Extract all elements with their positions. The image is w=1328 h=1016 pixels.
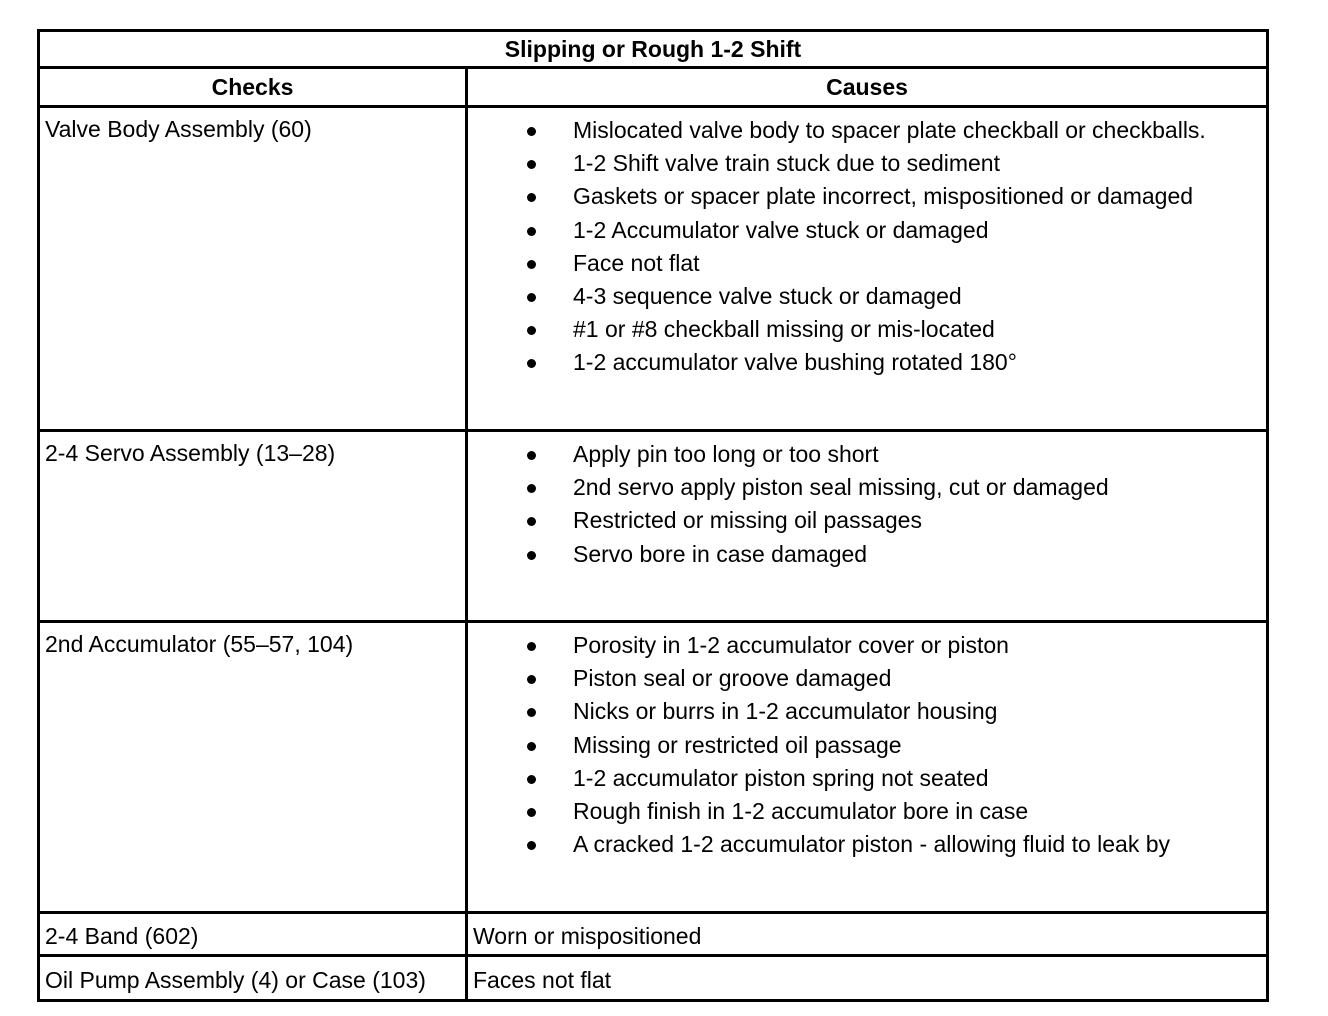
bullet-icon <box>527 775 536 784</box>
cause-text: Mislocated valve body to spacer plate checkball or checkballs. <box>573 117 1206 143</box>
cause-item <box>468 346 1266 379</box>
diagnosis-table <box>37 29 1269 1002</box>
table-row <box>39 913 1268 956</box>
causes-header: Causes <box>467 68 1268 107</box>
cause-item <box>468 471 1266 504</box>
causes-cell <box>467 431 1268 622</box>
cause-item <box>468 629 1266 662</box>
cause-text: #1 or #8 checkball missing or mis-located <box>573 316 995 343</box>
bullet-icon <box>527 675 536 684</box>
bullet-icon <box>527 160 536 169</box>
bullet-icon <box>527 127 536 136</box>
table-row <box>39 622 1268 913</box>
cause-text: Porosity in 1-2 accumulator cover or piston <box>573 632 1009 658</box>
bullet-icon <box>527 642 536 651</box>
cause-text: Worn or mispositioned <box>467 913 1268 956</box>
cause-item <box>468 795 1266 828</box>
bullet-icon <box>527 326 536 335</box>
cause-item <box>468 180 1266 213</box>
cause-text: Piston seal or groove damaged <box>573 665 892 692</box>
bullet-icon <box>527 484 536 493</box>
causes-list <box>468 114 1266 380</box>
bullet-icon <box>527 742 536 751</box>
bullet-icon <box>527 841 536 850</box>
cause-text: Servo bore in case damaged <box>573 540 868 567</box>
cause-text: Face not flat <box>573 249 700 276</box>
bullet-icon <box>527 227 536 236</box>
cause-item <box>468 662 1266 695</box>
cause-text: 1-2 Accumulator valve stuck or damaged <box>573 216 989 243</box>
cause-item <box>468 313 1266 346</box>
cause-text: 1-2 accumulator valve bushing rotated 180° <box>573 349 1017 376</box>
cause-item <box>468 504 1266 537</box>
cause-item <box>468 147 1266 180</box>
cause-item <box>468 538 1266 571</box>
table-row <box>39 107 1268 431</box>
check-cell: 2nd Accumulator (55–57, 104) <box>39 622 467 913</box>
causes-list <box>468 438 1266 571</box>
causes-list <box>468 629 1266 861</box>
cause-item <box>468 438 1266 471</box>
cause-text: 1-2 accumulator piston spring not seated <box>573 764 989 791</box>
cause-item <box>468 114 1266 147</box>
title-row <box>39 31 1268 68</box>
cause-item <box>468 762 1266 795</box>
cause-text: Apply pin too long or too short <box>573 441 879 467</box>
cause-item <box>468 828 1266 861</box>
cause-item <box>468 247 1266 280</box>
cause-text: A cracked 1-2 accumulator piston - allowing fluid to leak by <box>573 831 1171 858</box>
table-row <box>39 431 1268 622</box>
cause-text: Rough finish in 1-2 accumulator bore in case <box>573 797 1029 824</box>
cause-item <box>468 695 1266 728</box>
table-row <box>39 956 1268 1001</box>
bullet-icon <box>527 293 536 302</box>
bullet-icon <box>527 808 536 817</box>
check-cell: Valve Body Assembly (60) <box>39 107 467 431</box>
cause-text: 1-2 Shift valve train stuck due to sediment <box>573 150 1000 177</box>
header-row <box>39 68 1268 107</box>
causes-cell <box>467 107 1268 431</box>
cause-item <box>468 214 1266 247</box>
table-title: Slipping or Rough 1-2 Shift <box>39 31 1268 68</box>
check-cell: 2-4 Servo Assembly (13–28) <box>39 431 467 622</box>
cause-text: Faces not flat <box>467 956 1268 1001</box>
cause-text: Restricted or missing oil passages <box>573 507 922 534</box>
check-cell: 2-4 Band (602) <box>39 913 467 956</box>
bullet-icon <box>527 260 536 269</box>
cause-text: Missing or restricted oil passage <box>573 731 902 758</box>
cause-item <box>468 280 1266 313</box>
bullet-icon <box>527 359 536 368</box>
cause-text: 2nd servo apply piston seal missing, cut or damaged <box>573 474 1109 501</box>
cause-text: Nicks or burrs in 1-2 accumulator housing <box>573 698 998 725</box>
cause-text: Gaskets or spacer plate incorrect, mispositioned or damaged <box>573 183 1194 210</box>
checks-header: Checks <box>39 68 467 107</box>
causes-cell <box>467 622 1268 913</box>
check-cell: Oil Pump Assembly (4) or Case (103) <box>39 956 467 1001</box>
bullet-icon <box>527 708 536 717</box>
bullet-icon <box>527 551 536 560</box>
bullet-icon <box>527 193 536 202</box>
bullet-icon <box>527 517 536 526</box>
cause-item <box>468 729 1266 762</box>
cause-text: 4-3 sequence valve stuck or damaged <box>573 282 962 309</box>
bullet-icon <box>527 451 536 460</box>
